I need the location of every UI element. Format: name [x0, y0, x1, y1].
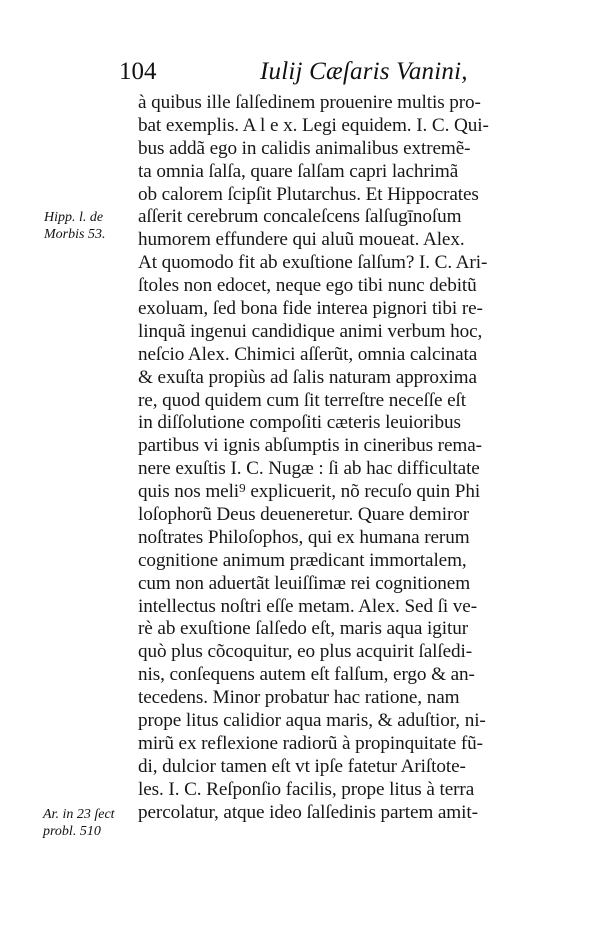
- text-line: di, dulcior tamen eſt vt ipſe fatetur Ariſtote-: [138, 755, 466, 777]
- text-line: neſcio Alex. Chimici aſſerũt, omnia calcinata: [138, 343, 478, 365]
- margin-note-line: Hipp. l. de: [44, 210, 104, 225]
- margin-note-aristotle: [43, 806, 115, 840]
- text-line: nere exuſtis I. C. Nugæ : ſi ab hac difficultate: [138, 458, 480, 480]
- margin-note-line: Ar. in 23 ſect: [43, 807, 115, 822]
- margin-note-line: probl. 510: [43, 824, 101, 839]
- text-line: bus addã ego in calidis animalibus extremẽ-: [138, 137, 471, 159]
- text-line: exoluam, ſed bona fide interea pignori tibi re-: [138, 298, 483, 320]
- text-line: humorem effundere qui aluũ moueat. Alex.: [138, 229, 465, 251]
- text-line: intellectus noſtri eſſe metam. Alex. Sed ſi ve-: [138, 595, 477, 617]
- text-line: les. I. C. Reſponſio facilis, prope litus à terra: [138, 778, 475, 800]
- margin-note-line: Morbis 53.: [44, 227, 106, 242]
- text-line: in diſſolutione compoſiti cæteris leuioribus: [138, 412, 461, 434]
- text-line: noſtrates Philoſophos, qui ex humana rerum: [138, 526, 470, 548]
- text-line: & exuſta propiùs ad ſalis naturam approxima: [138, 366, 477, 388]
- margin-note-hippocrates: [44, 209, 105, 243]
- page-number: 104: [119, 58, 157, 85]
- text-line: percolatur, atque ideo ſalſedinis partem amit-: [138, 801, 478, 823]
- text-line: nis, conſequens autem eſt falſum, ergo & an-: [138, 664, 475, 686]
- text-line: bat exemplis. A l e x. Legi equidem. I. C. Qui-: [138, 114, 489, 136]
- text-line: re, quod quidem cum ſit terreſtre neceſſe eſt: [138, 389, 466, 411]
- text-line: cognitione animum prædicant immortalem,: [138, 549, 467, 571]
- text-line: prope litus calidior aqua maris, & aduſtior, ni-: [138, 710, 486, 732]
- text-line: à quibus ille ſalſedinem prouenire multis pro-: [138, 92, 481, 113]
- text-line: At quomodo fit ab exuſtione ſalſum? I. C. Ari-: [138, 252, 488, 274]
- text-line: ob calorem ſcipſit Plutarchus. Et Hippocrates: [138, 183, 479, 205]
- text-line: rè ab exuſtione ſalſedo eſt, maris aqua igitur: [138, 618, 469, 640]
- running-title: Iulij Cæſaris Vanini,: [260, 58, 468, 85]
- page-header: [119, 50, 549, 86]
- text-line: ſtoles non edocet, neque ego tibi nunc debitũ: [138, 275, 477, 297]
- text-line: quò plus cõcoquitur, eo plus acquirit ſalſedi-: [138, 641, 473, 663]
- text-line: cum non aduertãt leuiſſimæ rei cognitionem: [138, 572, 471, 594]
- text-line: linquã ingenui candidique animi verbum hoc,: [138, 320, 483, 342]
- text-line: quis nos meli⁹ explicuerit, nõ recuſo quin Phi: [138, 481, 481, 503]
- text-line: tecedens. Minor probatur hac ratione, nam: [138, 687, 460, 709]
- text-line: partibus vi ignis abſumptis in cineribus rema-: [138, 435, 482, 457]
- body-text-block: [138, 92, 553, 825]
- text-line: ta omnia ſalſa, quare ſalſam capri lachrimã: [138, 160, 459, 182]
- text-line: aſſerit cerebrum concaleſcens ſalſugīnoſum: [138, 206, 462, 228]
- text-line: mirũ ex reflexione radiorũ à propinquitate fũ-: [138, 732, 483, 754]
- text-line: loſophorũ Deus deueneretur. Quare demiror: [138, 504, 470, 526]
